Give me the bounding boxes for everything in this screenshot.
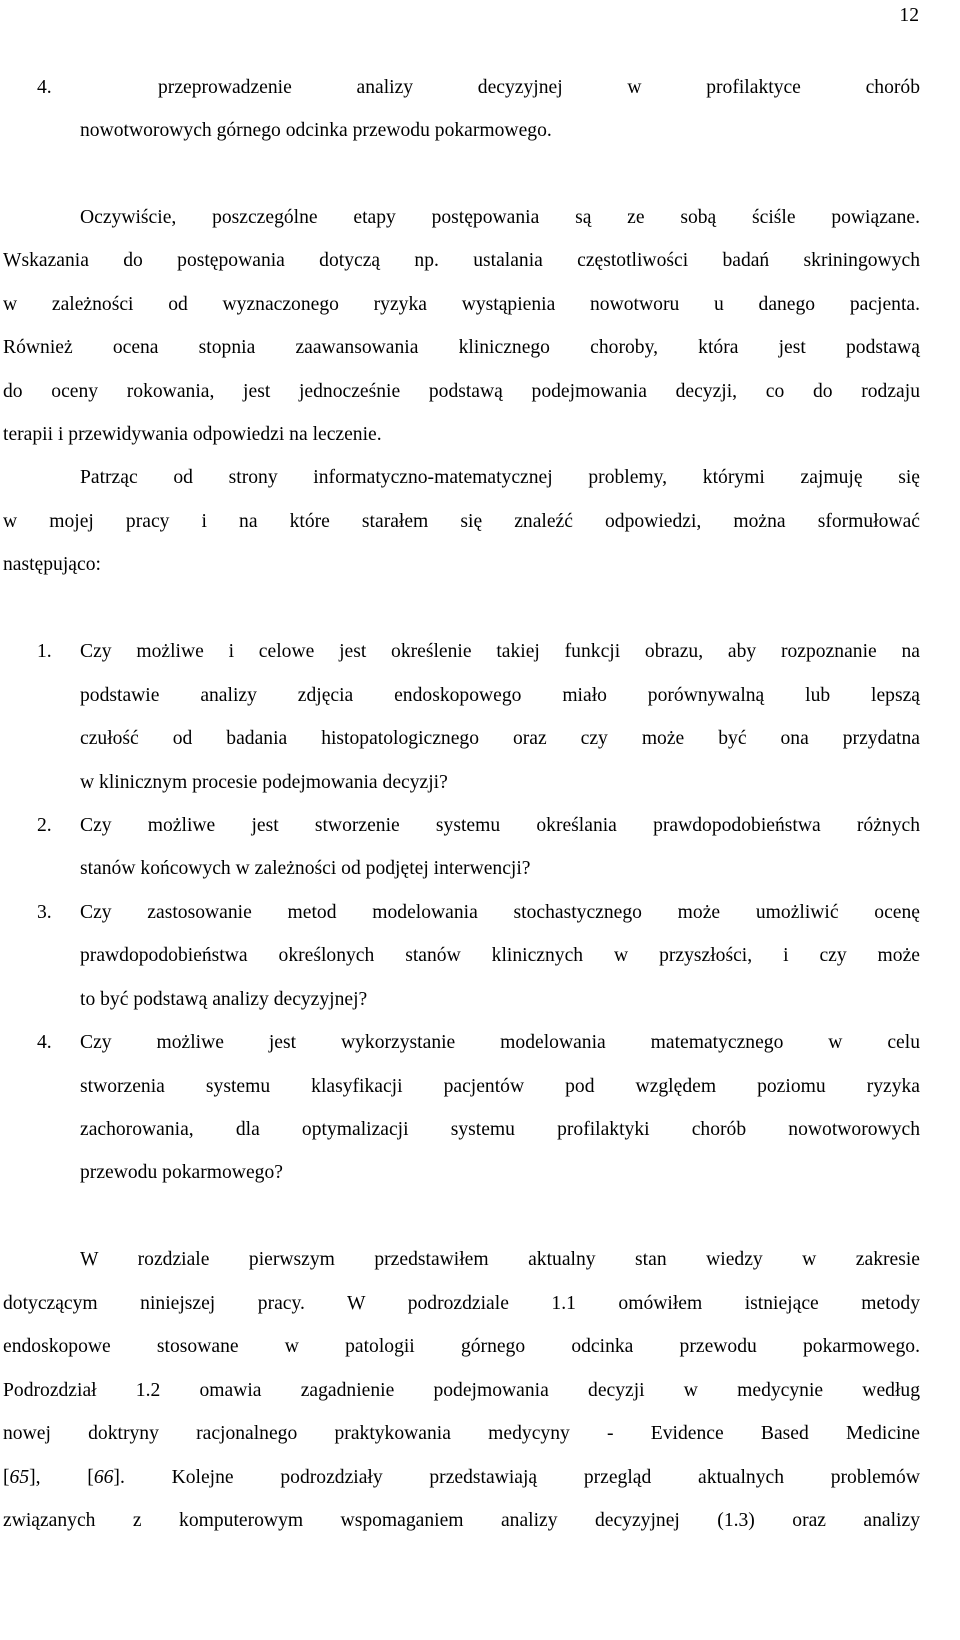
list-item-line: podstawie analizy zdjęcia endoskopowego miało porównywalną lub lepszą xyxy=(80,685,920,706)
paragraph-line: endoskopowe stosowane w patologii górnego odcinka przewodu pokarmowego. xyxy=(3,1336,920,1357)
list-item-line: nowotworowych górnego odcinka przewodu pokarmowego. xyxy=(80,120,552,141)
paragraph-line: Patrząc od strony informatyczno-matematycznej problemy, którymi zajmuję się xyxy=(80,467,920,488)
list-number: 1. xyxy=(37,641,52,662)
paragraph-line: nowej doktryny racjonalnego praktykowania medycyny - Evidence Based Medicine xyxy=(3,1423,920,1444)
paragraph-line: Podrozdział 1.2 omawia zagadnienie podejmowania decyzji w medycynie według xyxy=(3,1380,920,1401)
list-item-line: czułość od badania histopatologicznego oraz czy może być ona przydatna xyxy=(80,728,920,749)
paragraph-text: ]. Kolejne podrozdziały przedstawiają przegląd aktualnych problemów xyxy=(113,1467,920,1488)
list-item-line: przewodu pokarmowego? xyxy=(80,1162,283,1183)
list-number: 4. xyxy=(37,1032,52,1053)
paragraph-line: Oczywiście, poszczególne etapy postępowania są ze sobą ściśle powiązane. xyxy=(80,207,920,228)
paragraph-line: Wskazania do postępowania dotyczą np. ustalania częstotliwości badań skriningowych xyxy=(3,250,920,271)
paragraph-line: do oceny rokowania, jest jednocześnie podstawą podejmowania decyzji, co do rodzaju xyxy=(3,381,920,402)
list-item-line: to być podstawą analizy decyzyjnej? xyxy=(80,989,368,1010)
paragraph-line: W rozdziale pierwszym przedstawiłem aktualny stan wiedzy w zakresie xyxy=(80,1249,920,1270)
paragraph-line: Również ocena stopnia zaawansowania klinicznego choroby, która jest podstawą xyxy=(3,337,920,358)
list-number: 2. xyxy=(37,815,52,836)
list-item-line: przeprowadzenie analizy decyzyjnej w profilaktyce chorób xyxy=(158,77,920,98)
list-number: 3. xyxy=(37,902,52,923)
page-number: 12 xyxy=(899,5,919,26)
paragraph-line: terapii i przewidywania odpowiedzi na leczenie. xyxy=(3,424,382,445)
list-item-line: Czy możliwe jest stworzenie systemu określania prawdopodobieństwa różnych xyxy=(80,815,920,836)
bracket: ], [ xyxy=(29,1467,94,1488)
list-item-line: prawdopodobieństwa określonych stanów klinicznych w przyszłości, i czy może xyxy=(80,945,920,966)
list-item-line: w klinicznym procesie podejmowania decyzji? xyxy=(80,772,448,793)
list-item-line: Czy możliwe i celowe jest określenie takiej funkcji obrazu, aby rozpoznanie na xyxy=(80,641,920,662)
paragraph-line: związanych z komputerowym wspomaganiem analizy decyzyjnej (1.3) oraz analizy xyxy=(3,1510,920,1531)
list-item-line: Czy zastosowanie metod modelowania stochastycznego może umożliwić ocenę xyxy=(80,902,920,923)
paragraph-line: w mojej pracy i na które starałem się znaleźć odpowiedzi, można sformułować xyxy=(3,511,920,532)
paragraph-line: następująco: xyxy=(3,554,101,575)
list-item-line: Czy możliwe jest wykorzystanie modelowania matematycznego w celu xyxy=(80,1032,920,1053)
bracket: [ xyxy=(3,1467,10,1488)
paragraph-line: w zależności od wyznaczonego ryzyka wystąpienia nowotworu u danego pacjenta. xyxy=(3,294,920,315)
paragraph-line xyxy=(3,1465,920,1491)
citation-ref: 66 xyxy=(93,1467,114,1488)
citation-ref: 65 xyxy=(9,1467,30,1488)
list-item-line: stanów końcowych w zależności od podjętej interwencji? xyxy=(80,858,531,879)
list-item-line: zachorowania, dla optymalizacji systemu profilaktyki chorób nowotworowych xyxy=(80,1119,920,1140)
list-item-line: stworzenia systemu klasyfikacji pacjentów pod względem poziomu ryzyka xyxy=(80,1076,920,1097)
list-number: 4. xyxy=(37,77,52,98)
paragraph-line: dotyczącym niniejszej pracy. W podrozdziale 1.1 omówiłem istniejące metody xyxy=(3,1293,920,1314)
